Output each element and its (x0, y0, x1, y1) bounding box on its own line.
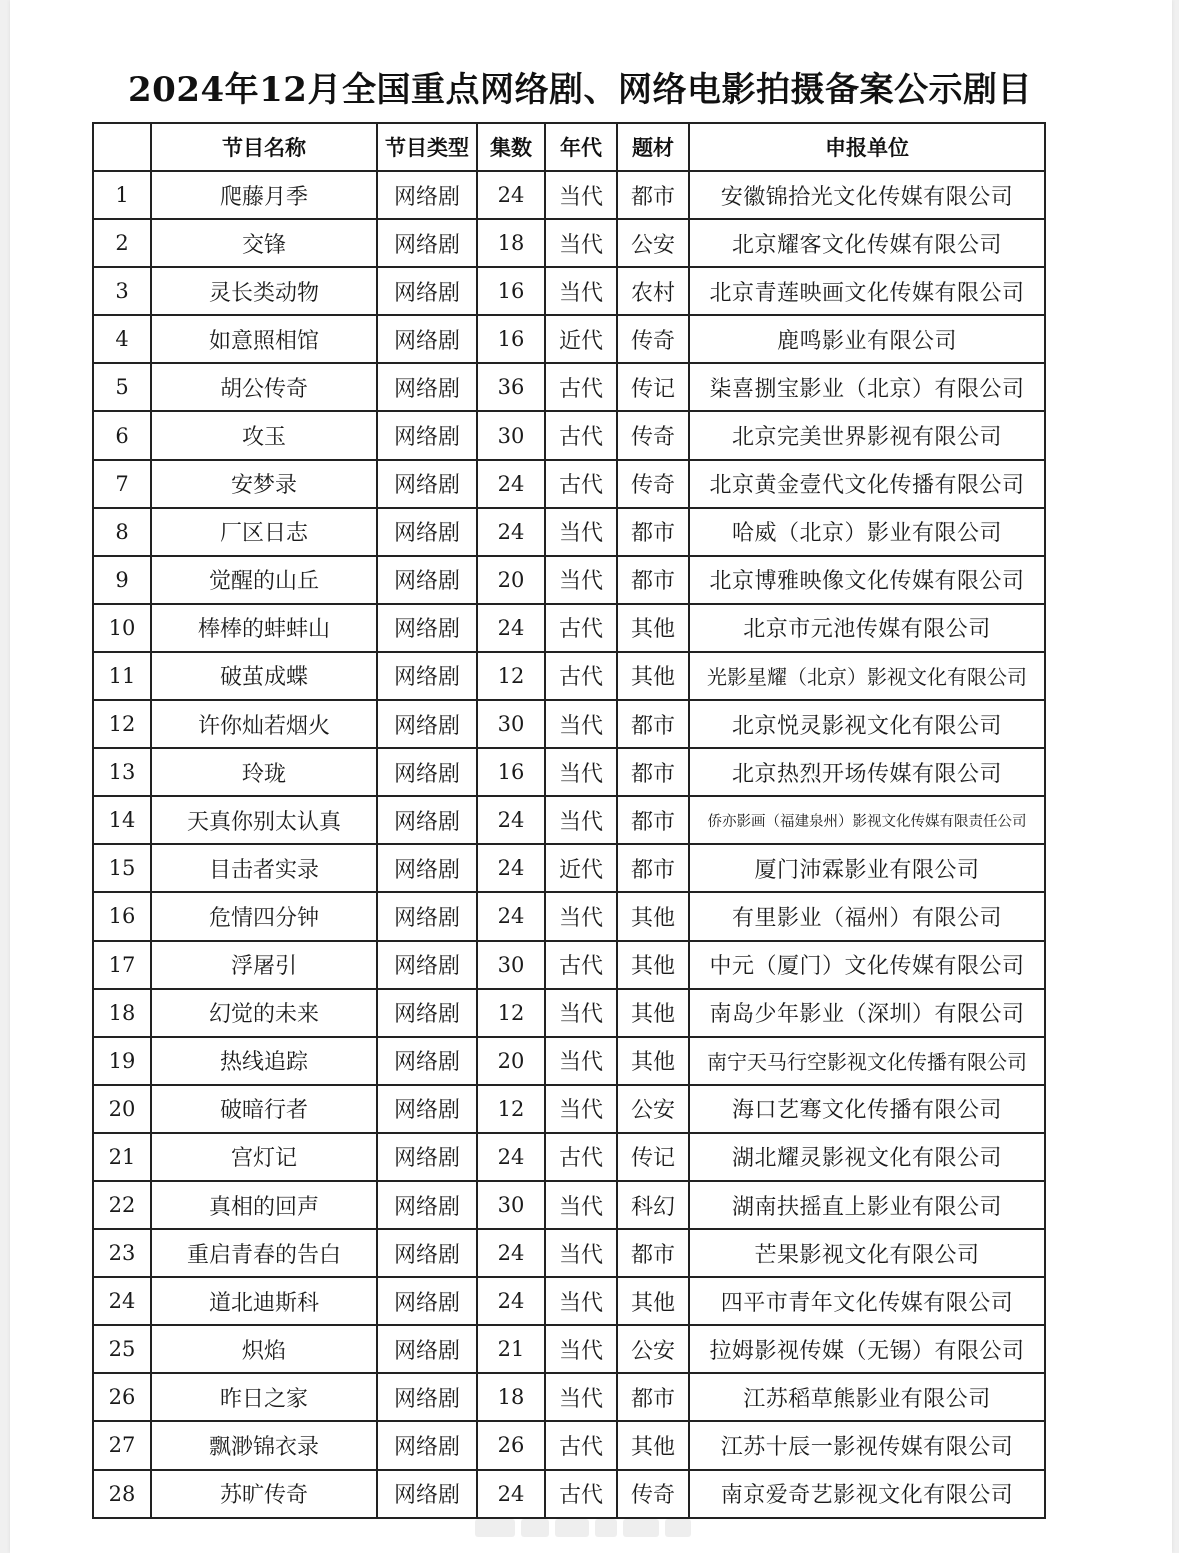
program-name-cell: 灵长类动物 (151, 267, 377, 315)
era-cell: 当代 (545, 556, 617, 604)
program-name-cell: 破茧成蝶 (151, 652, 377, 700)
program-type-cell: 网络剧 (377, 652, 477, 700)
program-type-cell: 网络剧 (377, 1133, 477, 1181)
program-type-cell: 网络剧 (377, 796, 477, 844)
program-name-cell: 玲珑 (151, 748, 377, 796)
row-index-cell: 7 (93, 460, 151, 508)
row-index-cell: 18 (93, 989, 151, 1037)
applicant-unit-cell: 柒喜捌宝影业（北京）有限公司 (689, 363, 1045, 411)
table-row (93, 941, 1045, 989)
applicant-unit-cell: 安徽锦拾光文化传媒有限公司 (689, 171, 1045, 219)
table-row (93, 267, 1045, 315)
program-name-cell: 破暗行者 (151, 1085, 377, 1133)
episode-count-cell: 24 (477, 171, 545, 219)
row-index-cell: 28 (93, 1470, 151, 1518)
row-index-cell: 19 (93, 1037, 151, 1085)
era-cell: 当代 (545, 700, 617, 748)
episode-count-cell: 24 (477, 1470, 545, 1518)
program-name-cell: 浮屠引 (151, 941, 377, 989)
row-index-cell: 24 (93, 1277, 151, 1325)
program-type-cell: 网络剧 (377, 1229, 477, 1277)
episode-count-cell: 16 (477, 267, 545, 315)
row-index-cell: 8 (93, 508, 151, 556)
era-cell: 古代 (545, 363, 617, 411)
subject-cell: 公安 (617, 219, 689, 267)
episode-count-cell: 24 (477, 460, 545, 508)
table-row (93, 1085, 1045, 1133)
era-cell: 古代 (545, 941, 617, 989)
program-type-cell: 网络剧 (377, 508, 477, 556)
applicant-unit-cell: 侨亦影画（福建泉州）影视文化传媒有限责任公司 (689, 796, 1045, 844)
era-cell: 古代 (545, 604, 617, 652)
program-name-cell: 觉醒的山丘 (151, 556, 377, 604)
row-index-cell: 10 (93, 604, 151, 652)
row-index-cell: 1 (93, 171, 151, 219)
applicant-unit-cell: 四平市青年文化传媒有限公司 (689, 1277, 1045, 1325)
header-program-name: 节目名称 (151, 123, 377, 171)
table-row (93, 1133, 1045, 1181)
subject-cell: 其他 (617, 892, 689, 940)
era-cell: 当代 (545, 171, 617, 219)
table-row (93, 1421, 1045, 1469)
row-index-cell: 12 (93, 700, 151, 748)
header-program-type: 节目类型 (377, 123, 477, 171)
applicant-unit-cell: 光影星耀（北京）影视文化有限公司 (689, 652, 1045, 700)
table-row (93, 171, 1045, 219)
table-row (93, 315, 1045, 363)
program-type-cell: 网络剧 (377, 1421, 477, 1469)
episode-count-cell: 16 (477, 315, 545, 363)
program-name-cell: 胡公传奇 (151, 363, 377, 411)
applicant-unit-cell: 北京博雅映像文化传媒有限公司 (689, 556, 1045, 604)
era-cell: 当代 (545, 1277, 617, 1325)
program-type-cell: 网络剧 (377, 1277, 477, 1325)
era-cell: 当代 (545, 219, 617, 267)
program-name-cell: 道北迪斯科 (151, 1277, 377, 1325)
episode-count-cell: 30 (477, 1181, 545, 1229)
program-name-cell: 天真你别太认真 (151, 796, 377, 844)
table-row (93, 1373, 1045, 1421)
program-type-cell: 网络剧 (377, 748, 477, 796)
program-name-cell: 幻觉的未来 (151, 989, 377, 1037)
era-cell: 当代 (545, 1373, 617, 1421)
episode-count-cell: 20 (477, 1037, 545, 1085)
subject-cell: 都市 (617, 171, 689, 219)
row-index-cell: 21 (93, 1133, 151, 1181)
program-name-cell: 厂区日志 (151, 508, 377, 556)
era-cell: 当代 (545, 267, 617, 315)
subject-cell: 都市 (617, 748, 689, 796)
applicant-unit-cell: 江苏十辰一影视传媒有限公司 (689, 1421, 1045, 1469)
applicant-unit-cell: 哈威（北京）影业有限公司 (689, 508, 1045, 556)
table-row (93, 508, 1045, 556)
row-index-cell: 14 (93, 796, 151, 844)
row-index-cell: 2 (93, 219, 151, 267)
subject-cell: 传记 (617, 1133, 689, 1181)
row-index-cell: 16 (93, 892, 151, 940)
row-index-cell: 11 (93, 652, 151, 700)
program-type-cell: 网络剧 (377, 844, 477, 892)
subject-cell: 传奇 (617, 315, 689, 363)
document-title: 2024年12月全国重点网络剧、网络电影拍摄备案公示剧目 (128, 70, 1032, 110)
program-name-cell: 炽焰 (151, 1325, 377, 1373)
subject-cell: 都市 (617, 700, 689, 748)
subject-cell: 其他 (617, 1037, 689, 1085)
program-type-cell: 网络剧 (377, 604, 477, 652)
era-cell: 当代 (545, 1229, 617, 1277)
program-name-cell: 飘渺锦衣录 (151, 1421, 377, 1469)
era-cell: 当代 (545, 796, 617, 844)
episode-count-cell: 24 (477, 1133, 545, 1181)
subject-cell: 都市 (617, 556, 689, 604)
program-name-cell: 真相的回声 (151, 1181, 377, 1229)
program-type-cell: 网络剧 (377, 700, 477, 748)
program-name-cell: 重启青春的告白 (151, 1229, 377, 1277)
subject-cell: 农村 (617, 267, 689, 315)
program-name-cell: 热线追踪 (151, 1037, 377, 1085)
table-row (93, 363, 1045, 411)
subject-cell: 都市 (617, 796, 689, 844)
subject-cell: 其他 (617, 1277, 689, 1325)
era-cell: 古代 (545, 1133, 617, 1181)
episode-count-cell: 24 (477, 508, 545, 556)
program-type-cell: 网络剧 (377, 1373, 477, 1421)
subject-cell: 传奇 (617, 1470, 689, 1518)
episode-count-cell: 20 (477, 556, 545, 604)
applicant-unit-cell: 北京完美世界影视有限公司 (689, 411, 1045, 459)
program-name-cell: 攻玉 (151, 411, 377, 459)
program-type-cell: 网络剧 (377, 1181, 477, 1229)
table-row (93, 989, 1045, 1037)
program-type-cell: 网络剧 (377, 941, 477, 989)
episode-count-cell: 36 (477, 363, 545, 411)
row-index-cell: 22 (93, 1181, 151, 1229)
program-type-cell: 网络剧 (377, 219, 477, 267)
applicant-unit-cell: 江苏稻草熊影业有限公司 (689, 1373, 1045, 1421)
era-cell: 当代 (545, 1181, 617, 1229)
row-index-cell: 26 (93, 1373, 151, 1421)
era-cell: 古代 (545, 460, 617, 508)
table-row (93, 460, 1045, 508)
subject-cell: 都市 (617, 1229, 689, 1277)
program-type-cell: 网络剧 (377, 1085, 477, 1133)
program-type-cell: 网络剧 (377, 363, 477, 411)
row-index-cell: 23 (93, 1229, 151, 1277)
filing-table (92, 122, 1046, 1519)
header-index (93, 123, 151, 171)
subject-cell: 公安 (617, 1325, 689, 1373)
row-index-cell: 13 (93, 748, 151, 796)
row-index-cell: 3 (93, 267, 151, 315)
table-row (93, 1181, 1045, 1229)
table-row (93, 1470, 1045, 1518)
program-name-cell: 棒棒的蚌蚌山 (151, 604, 377, 652)
episode-count-cell: 24 (477, 892, 545, 940)
program-type-cell: 网络剧 (377, 267, 477, 315)
applicant-unit-cell: 南宁天马行空影视文化传播有限公司 (689, 1037, 1045, 1085)
program-name-cell: 如意照相馆 (151, 315, 377, 363)
episode-count-cell: 12 (477, 1085, 545, 1133)
era-cell: 古代 (545, 652, 617, 700)
table-row (93, 604, 1045, 652)
table-row (93, 1325, 1045, 1373)
applicant-unit-cell: 有里影业（福州）有限公司 (689, 892, 1045, 940)
row-index-cell: 27 (93, 1421, 151, 1469)
era-cell: 当代 (545, 508, 617, 556)
applicant-unit-cell: 北京青莲映画文化传媒有限公司 (689, 267, 1045, 315)
table-row (93, 796, 1045, 844)
episode-count-cell: 12 (477, 989, 545, 1037)
program-name-cell: 危情四分钟 (151, 892, 377, 940)
table-row (93, 411, 1045, 459)
subject-cell: 其他 (617, 989, 689, 1037)
episode-count-cell: 16 (477, 748, 545, 796)
program-name-cell: 爬藤月季 (151, 171, 377, 219)
subject-cell: 都市 (617, 1373, 689, 1421)
subject-cell: 传奇 (617, 460, 689, 508)
applicant-unit-cell: 北京市元池传媒有限公司 (689, 604, 1045, 652)
subject-cell: 传记 (617, 363, 689, 411)
row-index-cell: 4 (93, 315, 151, 363)
episode-count-cell: 30 (477, 700, 545, 748)
table-row (93, 1277, 1045, 1325)
program-type-cell: 网络剧 (377, 1470, 477, 1518)
applicant-unit-cell: 海口艺骞文化传播有限公司 (689, 1085, 1045, 1133)
table-row (93, 892, 1045, 940)
episode-count-cell: 18 (477, 1373, 545, 1421)
applicant-unit-cell: 北京黄金壹代文化传播有限公司 (689, 460, 1045, 508)
subject-cell: 其他 (617, 941, 689, 989)
table-body (93, 171, 1045, 1518)
program-type-cell: 网络剧 (377, 556, 477, 604)
applicant-unit-cell: 北京耀客文化传媒有限公司 (689, 219, 1045, 267)
applicant-unit-cell: 厦门沛霖影业有限公司 (689, 844, 1045, 892)
episode-count-cell: 24 (477, 844, 545, 892)
row-index-cell: 9 (93, 556, 151, 604)
subject-cell: 其他 (617, 604, 689, 652)
subject-cell: 其他 (617, 1421, 689, 1469)
episode-count-cell: 12 (477, 652, 545, 700)
era-cell: 古代 (545, 1421, 617, 1469)
program-name-cell: 目击者实录 (151, 844, 377, 892)
era-cell: 当代 (545, 1037, 617, 1085)
subject-cell: 都市 (617, 844, 689, 892)
applicant-unit-cell: 鹿鸣影业有限公司 (689, 315, 1045, 363)
applicant-unit-cell: 湖南扶摇直上影业有限公司 (689, 1181, 1045, 1229)
program-type-cell: 网络剧 (377, 892, 477, 940)
subject-cell: 都市 (617, 508, 689, 556)
episode-count-cell: 18 (477, 219, 545, 267)
episode-count-cell: 30 (477, 941, 545, 989)
table-row (93, 1037, 1045, 1085)
header-episodes: 集数 (477, 123, 545, 171)
episode-count-cell: 24 (477, 1229, 545, 1277)
table-row (93, 652, 1045, 700)
program-name-cell: 苏旷传奇 (151, 1470, 377, 1518)
episode-count-cell: 24 (477, 796, 545, 844)
row-index-cell: 25 (93, 1325, 151, 1373)
program-name-cell: 宫灯记 (151, 1133, 377, 1181)
era-cell: 当代 (545, 1085, 617, 1133)
program-name-cell: 昨日之家 (151, 1373, 377, 1421)
applicant-unit-cell: 北京悦灵影视文化有限公司 (689, 700, 1045, 748)
header-subject: 题材 (617, 123, 689, 171)
subject-cell: 科幻 (617, 1181, 689, 1229)
document-page (10, 0, 1172, 1553)
program-name-cell: 交锋 (151, 219, 377, 267)
applicant-unit-cell: 湖北耀灵影视文化有限公司 (689, 1133, 1045, 1181)
era-cell: 近代 (545, 844, 617, 892)
applicant-unit-cell: 南岛少年影业（深圳）有限公司 (689, 989, 1045, 1037)
header-era: 年代 (545, 123, 617, 171)
applicant-unit-cell: 中元（厦门）文化传媒有限公司 (689, 941, 1045, 989)
subject-cell: 公安 (617, 1085, 689, 1133)
table-row (93, 1229, 1045, 1277)
subject-cell: 其他 (617, 652, 689, 700)
table-row (93, 748, 1045, 796)
program-type-cell: 网络剧 (377, 171, 477, 219)
watermark-overlay (475, 1514, 715, 1542)
program-type-cell: 网络剧 (377, 1037, 477, 1085)
era-cell: 当代 (545, 1325, 617, 1373)
episode-count-cell: 30 (477, 411, 545, 459)
row-index-cell: 20 (93, 1085, 151, 1133)
era-cell: 古代 (545, 1470, 617, 1518)
era-cell: 当代 (545, 892, 617, 940)
program-type-cell: 网络剧 (377, 989, 477, 1037)
episode-count-cell: 24 (477, 604, 545, 652)
program-type-cell: 网络剧 (377, 315, 477, 363)
program-type-cell: 网络剧 (377, 1325, 477, 1373)
table-row (93, 556, 1045, 604)
row-index-cell: 15 (93, 844, 151, 892)
applicant-unit-cell: 北京热烈开场传媒有限公司 (689, 748, 1045, 796)
table-row (93, 219, 1045, 267)
program-name-cell: 许你灿若烟火 (151, 700, 377, 748)
row-index-cell: 17 (93, 941, 151, 989)
row-index-cell: 6 (93, 411, 151, 459)
era-cell: 古代 (545, 411, 617, 459)
subject-cell: 传奇 (617, 411, 689, 459)
episode-count-cell: 26 (477, 1421, 545, 1469)
era-cell: 近代 (545, 315, 617, 363)
episode-count-cell: 21 (477, 1325, 545, 1373)
episode-count-cell: 24 (477, 1277, 545, 1325)
era-cell: 当代 (545, 748, 617, 796)
applicant-unit-cell: 拉姆影视传媒（无锡）有限公司 (689, 1325, 1045, 1373)
row-index-cell: 5 (93, 363, 151, 411)
applicant-unit-cell: 芒果影视文化有限公司 (689, 1229, 1045, 1277)
program-name-cell: 安梦录 (151, 460, 377, 508)
program-type-cell: 网络剧 (377, 411, 477, 459)
era-cell: 当代 (545, 989, 617, 1037)
applicant-unit-cell: 南京爱奇艺影视文化有限公司 (689, 1470, 1045, 1518)
header-applicant: 申报单位 (689, 123, 1045, 171)
program-type-cell: 网络剧 (377, 460, 477, 508)
table-row (93, 700, 1045, 748)
table-header-row (93, 123, 1045, 171)
table-row (93, 844, 1045, 892)
